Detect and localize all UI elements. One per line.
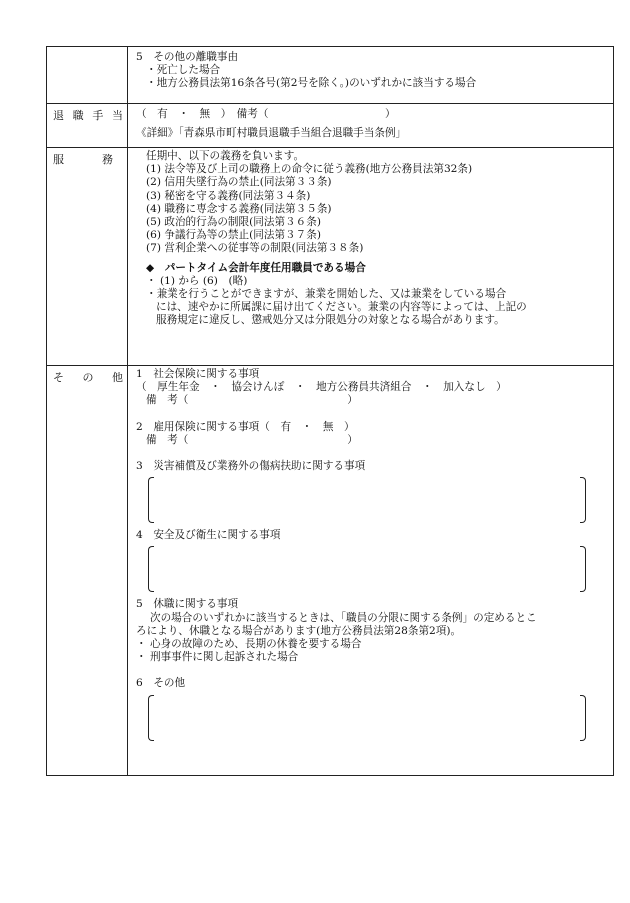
duties-intro: 任期中、以下の義務を負います。 [146, 150, 305, 162]
social-insurance-heading: 1 社会保険に関する事項 [136, 368, 260, 380]
duty-item: (7) 営利企業への従事等の制限(同法第３８条) [146, 242, 364, 255]
retirement-details: 《詳細》「青森県市町村職員退職手当組合退職手当条例」 [136, 127, 407, 140]
parttime-item: ・兼業を行うことができますが、兼業を開始した、又は兼業をしている場合 [146, 288, 507, 301]
other-cell [128, 366, 614, 776]
leave-item: ・ 刑事事件に関し起訴された場合 [136, 651, 299, 664]
leave-text-cont: ろにより、休職となる場合があります(地方公務員法第28条第2項)。 [136, 624, 462, 637]
retirement-options: （ 有 ・ 無 ） 備考（ ） [136, 108, 396, 120]
duty-item: (5) 政治的行為の制限(同法第３６条) [146, 216, 321, 229]
label-char: 当 [111, 109, 123, 122]
leave-heading: 5 休職に関する事項 [136, 598, 239, 611]
label-char: 他 [112, 371, 123, 384]
separation-reasons-cell [128, 47, 614, 104]
parttime-heading: ◆ パートタイム会計年度任用職員である場合 [146, 261, 366, 274]
duties-row [47, 148, 614, 366]
parttime-item: ・ (1) から (6) (略) [146, 274, 248, 287]
employment-insurance-heading: 2 雇用保険に関する事項（ 有 ・ 無 ） [136, 420, 355, 433]
separation-item: ・死亡した場合 [146, 64, 221, 77]
safety-health-bracket [148, 546, 586, 592]
retirement-allowance-cell [128, 104, 614, 148]
accident-compensation-heading: 3 災害補償及び業務外の傷病扶助に関する事項 [136, 460, 366, 473]
safety-health-heading: 4 安全及び衛生に関する事項 [136, 529, 281, 542]
social-insurance-note: 備 考（ ） [146, 394, 358, 407]
separation-heading: 5 その他の離職事由 [136, 51, 239, 63]
retirement-allowance-row [47, 104, 614, 148]
parttime-item-cont: には、速やかに所属課に届け出てください。兼業の内容等によっては、上記の [156, 301, 527, 314]
employment-insurance-note: 備 考（ ） [146, 433, 358, 446]
other-misc-bracket [148, 695, 586, 741]
label-char: 職 [72, 109, 84, 122]
duty-item: (3) 秘密を守る義務(同法第３４条) [146, 189, 311, 202]
leave-item: ・ 心身の故障のため、長期の休養を要する場合 [136, 638, 362, 651]
retirement-allowance-label [47, 104, 128, 148]
document-page [46, 46, 614, 776]
accident-compensation-bracket [148, 477, 586, 523]
duty-item: (2) 信用失墜行為の禁止(同法第３３条) [146, 176, 332, 189]
duties-label [47, 148, 128, 366]
label-char: 務 [102, 153, 113, 166]
duties-cell [128, 148, 614, 366]
label-char: 退 [53, 109, 64, 122]
label-char: そ [53, 371, 64, 384]
employment-conditions-table [46, 46, 614, 776]
other-label [47, 366, 128, 776]
duty-item: (1) 法令等及び上司の職務上の命令に従う義務(地方公務員法第32条) [146, 163, 473, 176]
label-char: の [82, 371, 94, 384]
other-misc-heading: 6 その他 [136, 677, 186, 690]
label-char: 服 [53, 153, 64, 166]
leave-text: 次の場合のいずれかに該当するときは、「職員の分限に関する条例」の定めるとこ [150, 611, 537, 624]
separation-item: ・地方公務員法第16条各号(第2号を除く。)のいずれかに該当する場合 [146, 77, 477, 90]
other-row [47, 366, 614, 776]
duty-item: (6) 争議行為等の禁止(同法第３７条) [146, 229, 321, 242]
label-char: 手 [92, 109, 104, 122]
parttime-item-cont: 服務規定に違反し、懲戒処分又は分限処分の対象となる場合があります。 [156, 314, 505, 327]
social-insurance-options: （ 厚生年金 ・ 協会けんぽ ・ 地方公務員共済組合 ・ 加入なし ） [136, 381, 507, 394]
separation-reasons-row [47, 47, 614, 104]
duty-item: (4) 職務に専念する義務(同法第３５条) [146, 202, 332, 215]
row-label-empty [47, 47, 128, 104]
